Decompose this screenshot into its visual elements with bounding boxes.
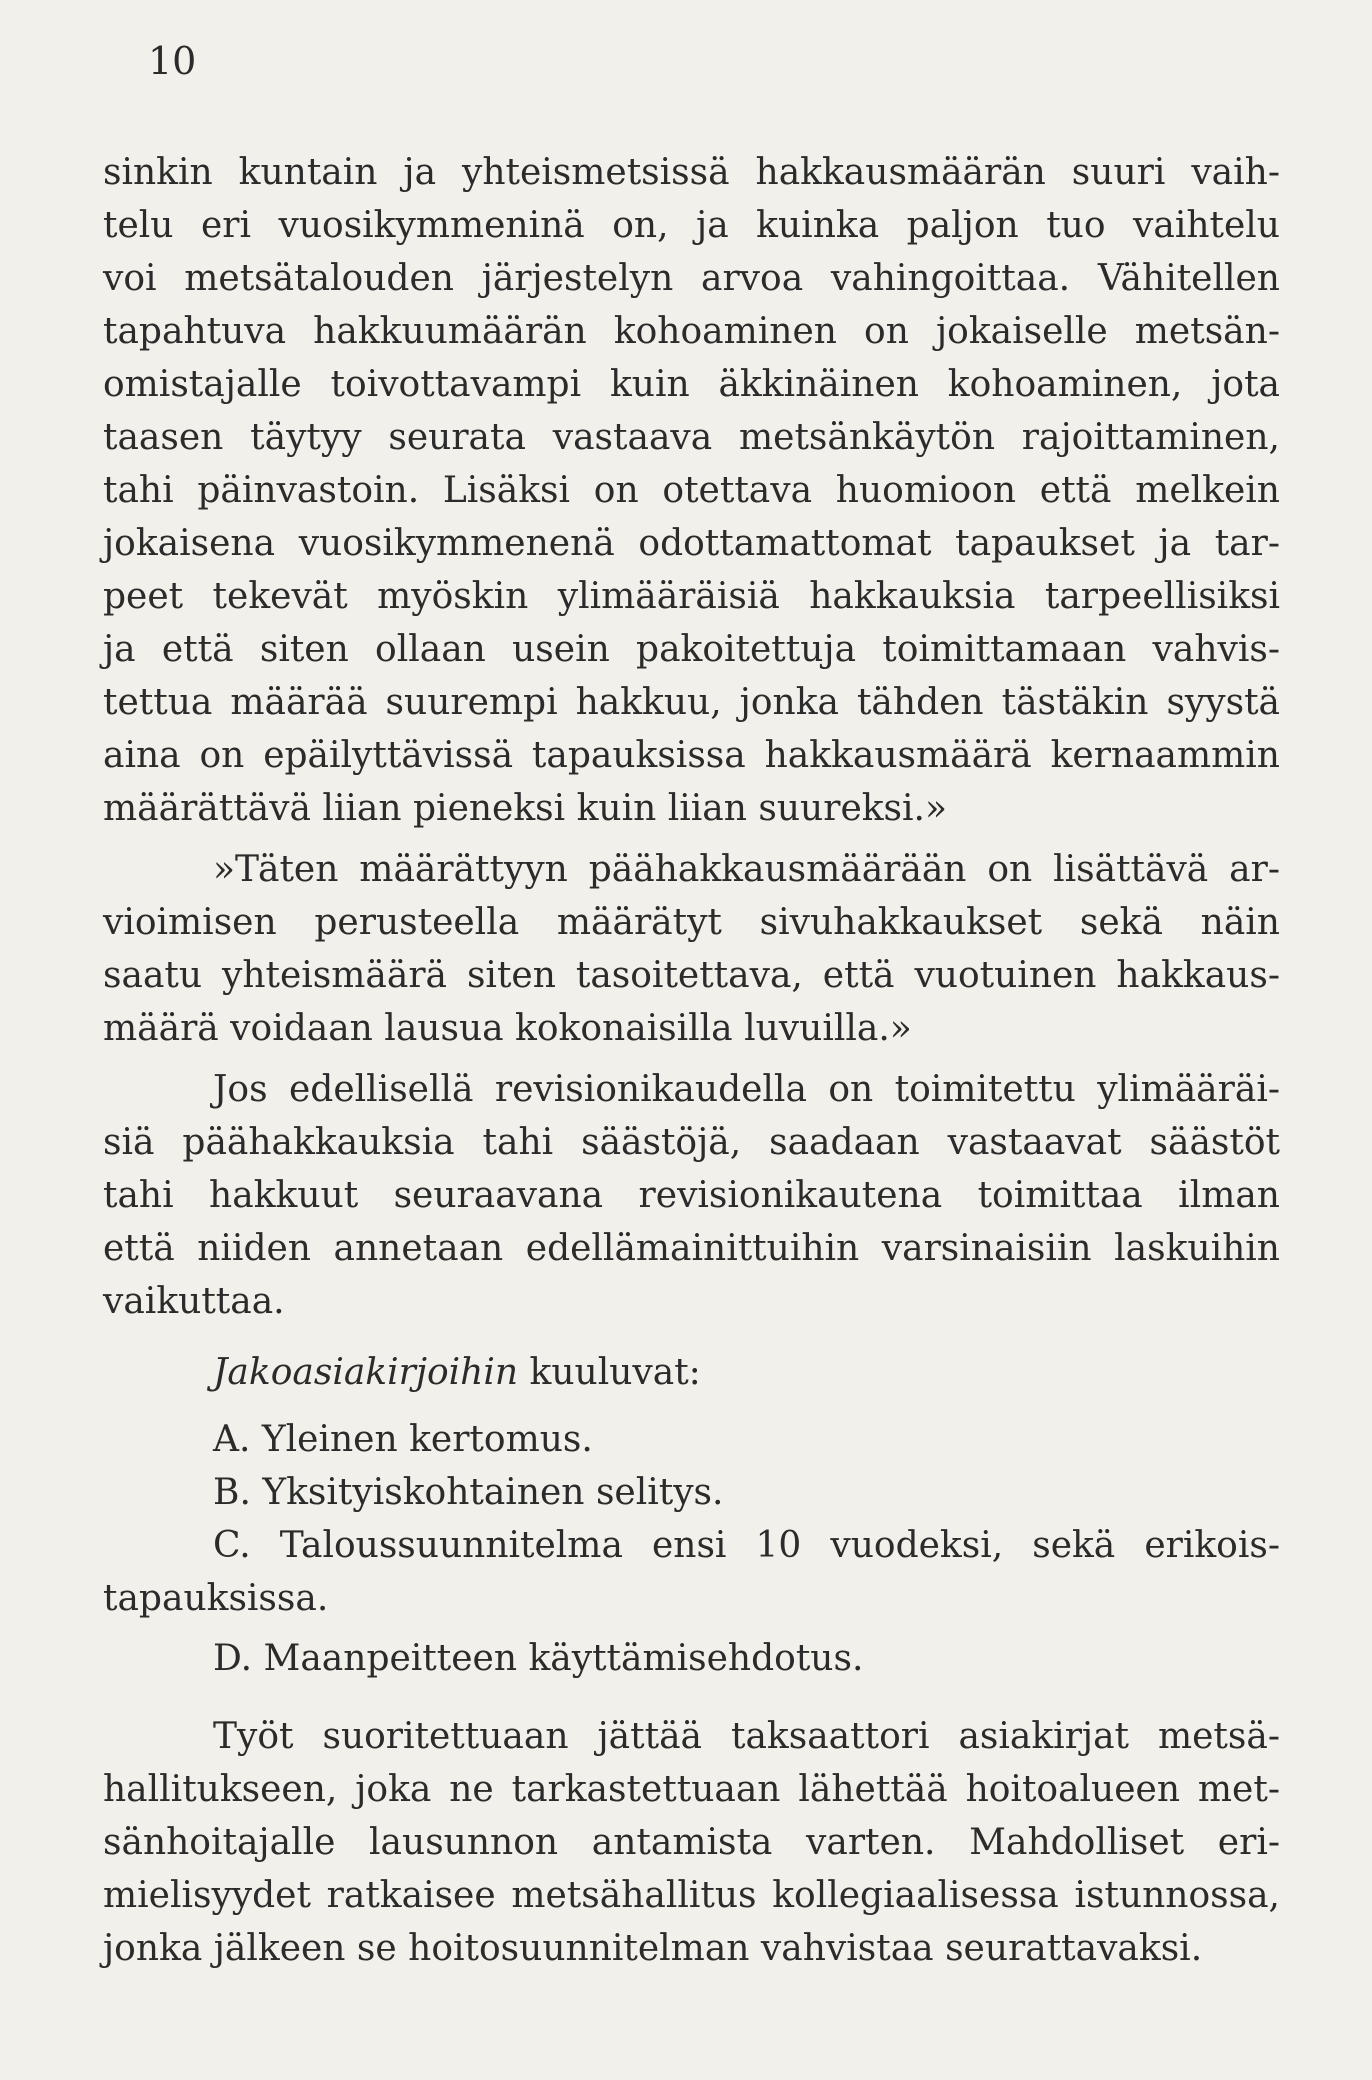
text-line: voi metsätalouden järjestelyn arvoa vahingoittaa. Vähitellen (103, 258, 1280, 299)
text-line: tahi hakkuut seuraavana revisionikautena toimittaa ilman (103, 1175, 1280, 1216)
text-line: Työt suoritettuaan jättää taksaattori asiakirjat metsä- (213, 1716, 1280, 1757)
text-line: siä päähakkauksia tahi säästöjä, saadaan vastaavat säästöt (103, 1122, 1280, 1163)
text-line: Jos edellisellä revisionikaudella on toimitettu ylimääräi- (213, 1069, 1280, 1110)
text-line: vioimisen perusteella määrätyt sivuhakkaukset sekä näin (103, 902, 1280, 943)
text-line: vaikuttaa. (103, 1281, 285, 1322)
text-line: tapahtuva hakkuumäärän kohoaminen on jokaiselle metsän- (103, 311, 1280, 352)
list-item: B. Yksityiskohtainen selitys. (213, 1472, 724, 1513)
section-heading-italic: Jakoasiakirjoihin (213, 1352, 519, 1393)
text-line: ja että siten ollaan usein pakoitettuja toimittamaan vahvis- (103, 629, 1280, 670)
list-item: D. Maanpeitteen käyttämisehdotus. (213, 1638, 864, 1679)
section-heading (213, 1346, 1280, 1399)
text-line: jonka jälkeen se hoitosuunnitelman vahvistaa seurattavaksi. (103, 1928, 1203, 1969)
text-line: sinkin kuntain ja yhteismetsissä hakkausmäärän suuri vaih- (103, 152, 1280, 193)
text-line: peet tekevät myöskin ylimääräisiä hakkauksia tarpeellisiksi (103, 576, 1280, 617)
text-line: omistajalle toivottavampi kuin äkkinäinen kohoaminen, jota (103, 364, 1280, 405)
text-line: että niiden annetaan edellämainittuihin varsinaisiin laskuihin (103, 1228, 1280, 1269)
text-line: jokaisena vuosikymmenenä odottamattomat tapaukset ja tar- (103, 523, 1280, 564)
text-line: saatu yhteismäärä siten tasoitettava, että vuotuinen hakkaus- (103, 955, 1280, 996)
text-line: aina on epäilyttävissä tapauksissa hakkausmäärä kernaammin (103, 735, 1280, 776)
list-item-continuation: tapauksissa. (103, 1578, 329, 1619)
text-line: määrä voidaan lausua kokonaisilla luvuilla.» (103, 1008, 912, 1049)
text-line: sänhoitajalle lausunnon antamista varten. Mahdolliset eri- (103, 1822, 1280, 1863)
text-line: »Täten määrättyyn päähakkausmäärään on lisättävä ar- (213, 849, 1280, 890)
text-line: mielisyydet ratkaisee metsähallitus kollegiaalisessa istunnossa, (103, 1875, 1280, 1916)
text-line: telu eri vuosikymmeninä on, ja kuinka paljon tuo vaihtelu (103, 205, 1280, 246)
text-line: määrättävä liian pieneksi kuin liian suureksi.» (103, 788, 948, 829)
text-line: tettua määrää suurempi hakkuu, jonka tähden tästäkin syystä (103, 682, 1280, 723)
text-line: taasen täytyy seurata vastaava metsänkäytön rajoittaminen, (103, 417, 1280, 458)
list-item: C. Taloussuunnitelma ensi 10 vuodeksi, sekä erikois- (213, 1525, 1280, 1566)
text-line: hallitukseen, joka ne tarkastettuaan lähettää hoitoalueen met- (103, 1769, 1280, 1810)
text-line: tahi päinvastoin. Lisäksi on otettava huomioon että melkein (103, 470, 1280, 511)
list-item: A. Yleinen kertomus. (213, 1419, 593, 1460)
page-number: 10 (148, 39, 197, 83)
section-heading-rest: kuuluvat: (529, 1352, 701, 1393)
